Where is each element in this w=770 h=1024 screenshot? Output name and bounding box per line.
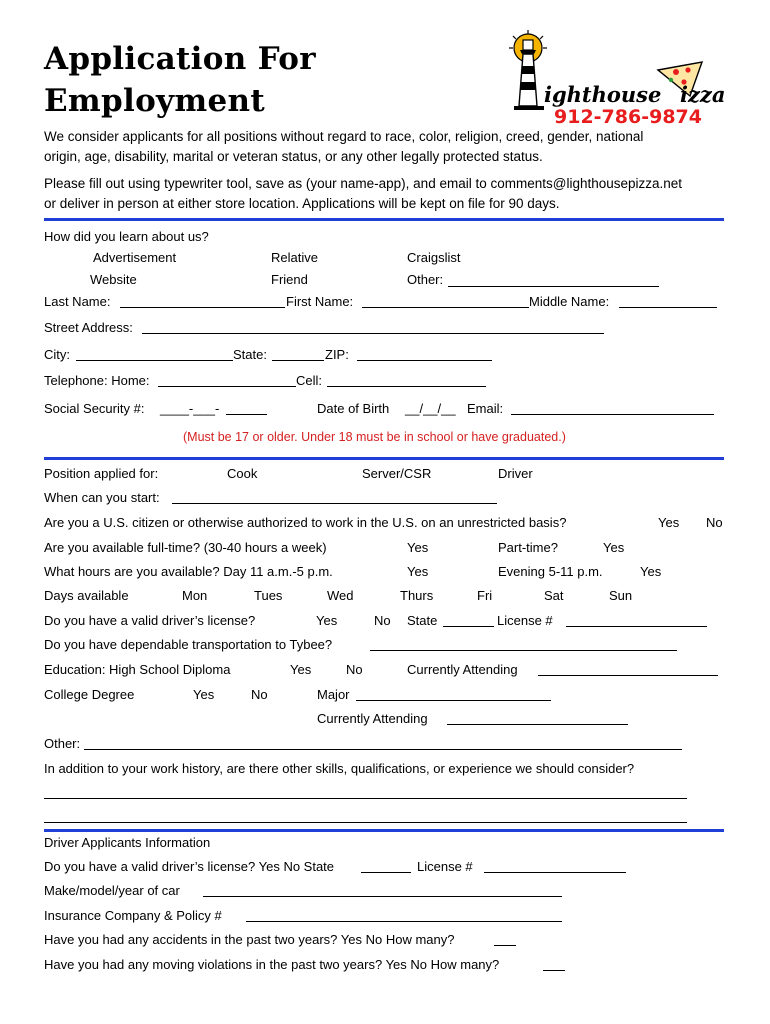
college-label: College Degree	[44, 687, 135, 702]
insurance-field[interactable]	[246, 921, 562, 922]
license-no[interactable]: No	[374, 613, 391, 628]
logo-brand-text: ighthouse	[544, 82, 662, 107]
eeo-statement-line2: origin, age, disability, marital or veteran status, or any other legally protected status.	[44, 149, 543, 164]
driver-section-title: Driver Applicants Information	[44, 835, 211, 850]
other-education-field[interactable]	[84, 749, 682, 750]
education-label: Education: High School Diploma	[44, 662, 231, 677]
option-website[interactable]: Website	[90, 272, 137, 287]
dob-field[interactable]: __/__/__	[405, 401, 456, 416]
day-sun[interactable]: Sun	[609, 588, 633, 603]
license-state-field[interactable]	[443, 626, 494, 627]
start-date-label: When can you start:	[44, 490, 160, 505]
accidents-question: Have you had any accidents in the past two years? Yes No How many?	[44, 932, 455, 947]
driver-license-number-label: License #	[417, 859, 473, 874]
last-name-field[interactable]	[120, 307, 285, 308]
instructions-line2: or deliver in person at either store location. Applications will be kept on file for 90 days.	[44, 196, 560, 211]
ssn-label: Social Security #:	[44, 401, 145, 416]
age-requirement-note: (Must be 17 or older. Under 18 must be in school or have graduated.)	[183, 430, 566, 444]
ssn-mask[interactable]: ____-___-	[160, 401, 220, 416]
license-question: Do you have a valid driver’s license?	[44, 613, 256, 628]
start-date-field[interactable]	[172, 503, 497, 504]
skills-field-line2[interactable]	[44, 822, 687, 823]
option-other: Other:	[407, 272, 444, 287]
driver-license-state-field[interactable]	[361, 872, 411, 873]
evening-yes[interactable]: Yes	[640, 564, 662, 579]
car-field[interactable]	[203, 896, 562, 897]
state-label: State:	[233, 347, 267, 362]
position-applied-label: Position applied for:	[44, 466, 159, 481]
street-label: Street Address:	[44, 320, 133, 335]
section-divider-3	[44, 829, 724, 832]
college-currently-attending-label: Currently Attending	[317, 711, 428, 726]
hours-question: What hours are you available? Day 11 a.m.-5 p.m.	[44, 564, 333, 579]
last-name-label: Last Name:	[44, 294, 111, 309]
cell-field[interactable]	[327, 386, 486, 387]
skills-field-line1[interactable]	[44, 798, 687, 799]
logo-phone: 912-786-9874	[554, 106, 702, 125]
middle-name-field[interactable]	[619, 307, 717, 308]
eeo-statement-line1: We consider applicants for all positions without regard to race, color, religion, creed, gender, national	[44, 129, 644, 144]
fulltime-yes[interactable]: Yes	[407, 540, 429, 555]
instructions-line1: Please fill out using typewriter tool, save as (your name-app), and email to comments@lighthousepizza.net	[44, 176, 683, 191]
position-driver[interactable]: Driver	[498, 466, 533, 481]
option-friend[interactable]: Friend	[271, 272, 308, 287]
license-number-label: License #	[497, 613, 553, 628]
logo-brand-text-2: izza	[680, 82, 726, 107]
transport-question: Do you have dependable transportation to Tybee?	[44, 637, 333, 652]
days-available-label: Days available	[44, 588, 129, 603]
hs-diploma-yes[interactable]: Yes	[290, 662, 312, 677]
citizen-question: Are you a U.S. citizen or otherwise authorized to work in the U.S. on an unrestricted basis?	[44, 515, 567, 530]
other-source-field[interactable]	[448, 286, 659, 287]
email-label: Email:	[467, 401, 504, 416]
college-no[interactable]: No	[251, 687, 268, 702]
first-name-field[interactable]	[362, 307, 529, 308]
transport-field[interactable]	[370, 650, 677, 651]
skills-question: In addition to your work history, are there other skills, qualifications, or experience we should consider?	[44, 761, 635, 776]
page-title-line1: Application For	[44, 41, 316, 77]
parttime-yes[interactable]: Yes	[603, 540, 625, 555]
day-sat[interactable]: Sat	[544, 588, 564, 603]
zip-field[interactable]	[357, 360, 492, 361]
college-yes[interactable]: Yes	[193, 687, 215, 702]
dob-label: Date of Birth	[317, 401, 390, 416]
hs-diploma-no[interactable]: No	[346, 662, 363, 677]
evening-label: Evening 5-11 p.m.	[498, 564, 603, 579]
hs-currently-attending-field[interactable]	[538, 675, 718, 676]
middle-name-label: Middle Name:	[529, 294, 610, 309]
learn-about-us-question: How did you learn about us?	[44, 229, 209, 244]
major-label: Major	[317, 687, 350, 702]
home-phone-field[interactable]	[158, 386, 296, 387]
street-field[interactable]	[142, 333, 604, 334]
day-hours-yes[interactable]: Yes	[407, 564, 429, 579]
driver-license-number-field[interactable]	[484, 872, 626, 873]
option-relative[interactable]: Relative	[271, 250, 318, 265]
ssn-field[interactable]	[226, 414, 267, 415]
day-thurs[interactable]: Thurs	[400, 588, 434, 603]
major-field[interactable]	[356, 700, 551, 701]
lighthouse-pizza-logo	[506, 30, 732, 125]
license-state-label: State	[407, 613, 438, 628]
citizen-no[interactable]: No	[706, 515, 723, 530]
first-name-label: First Name:	[286, 294, 354, 309]
other-education-label: Other:	[44, 736, 81, 751]
section-divider-1	[44, 218, 724, 221]
day-fri[interactable]: Fri	[477, 588, 493, 603]
day-tues[interactable]: Tues	[254, 588, 283, 603]
city-field[interactable]	[76, 360, 233, 361]
day-mon[interactable]: Mon	[182, 588, 208, 603]
car-label: Make/model/year of car	[44, 883, 180, 898]
parttime-label: Part-time?	[498, 540, 558, 555]
violations-question: Have you had any moving violations in the past two years? Yes No How many?	[44, 957, 500, 972]
city-label: City:	[44, 347, 70, 362]
hs-currently-attending-label: Currently Attending	[407, 662, 518, 677]
section-divider-2	[44, 457, 724, 460]
license-yes[interactable]: Yes	[316, 613, 338, 628]
zip-label: ZIP:	[325, 347, 349, 362]
driver-license-question: Do you have a valid driver’s license? Yes No State	[44, 859, 335, 874]
position-cook[interactable]: Cook	[227, 466, 258, 481]
home-phone-label: Telephone: Home:	[44, 373, 150, 388]
option-craigslist[interactable]: Craigslist	[407, 250, 461, 265]
insurance-label: Insurance Company & Policy #	[44, 908, 222, 923]
day-wed[interactable]: Wed	[327, 588, 354, 603]
cell-label: Cell:	[296, 373, 323, 388]
fulltime-question: Are you available full-time? (30-40 hours a week)	[44, 540, 327, 555]
page-title-line2: Employment	[44, 83, 265, 119]
email-field[interactable]	[511, 414, 714, 415]
state-field[interactable]	[272, 360, 324, 361]
citizen-yes[interactable]: Yes	[658, 515, 680, 530]
college-currently-attending-field[interactable]	[447, 724, 628, 725]
position-server[interactable]: Server/CSR	[362, 466, 432, 481]
option-advertisement[interactable]: Advertisement	[93, 250, 177, 265]
accidents-count-field[interactable]	[494, 945, 516, 946]
license-number-field[interactable]	[566, 626, 707, 627]
violations-count-field[interactable]	[543, 970, 565, 971]
